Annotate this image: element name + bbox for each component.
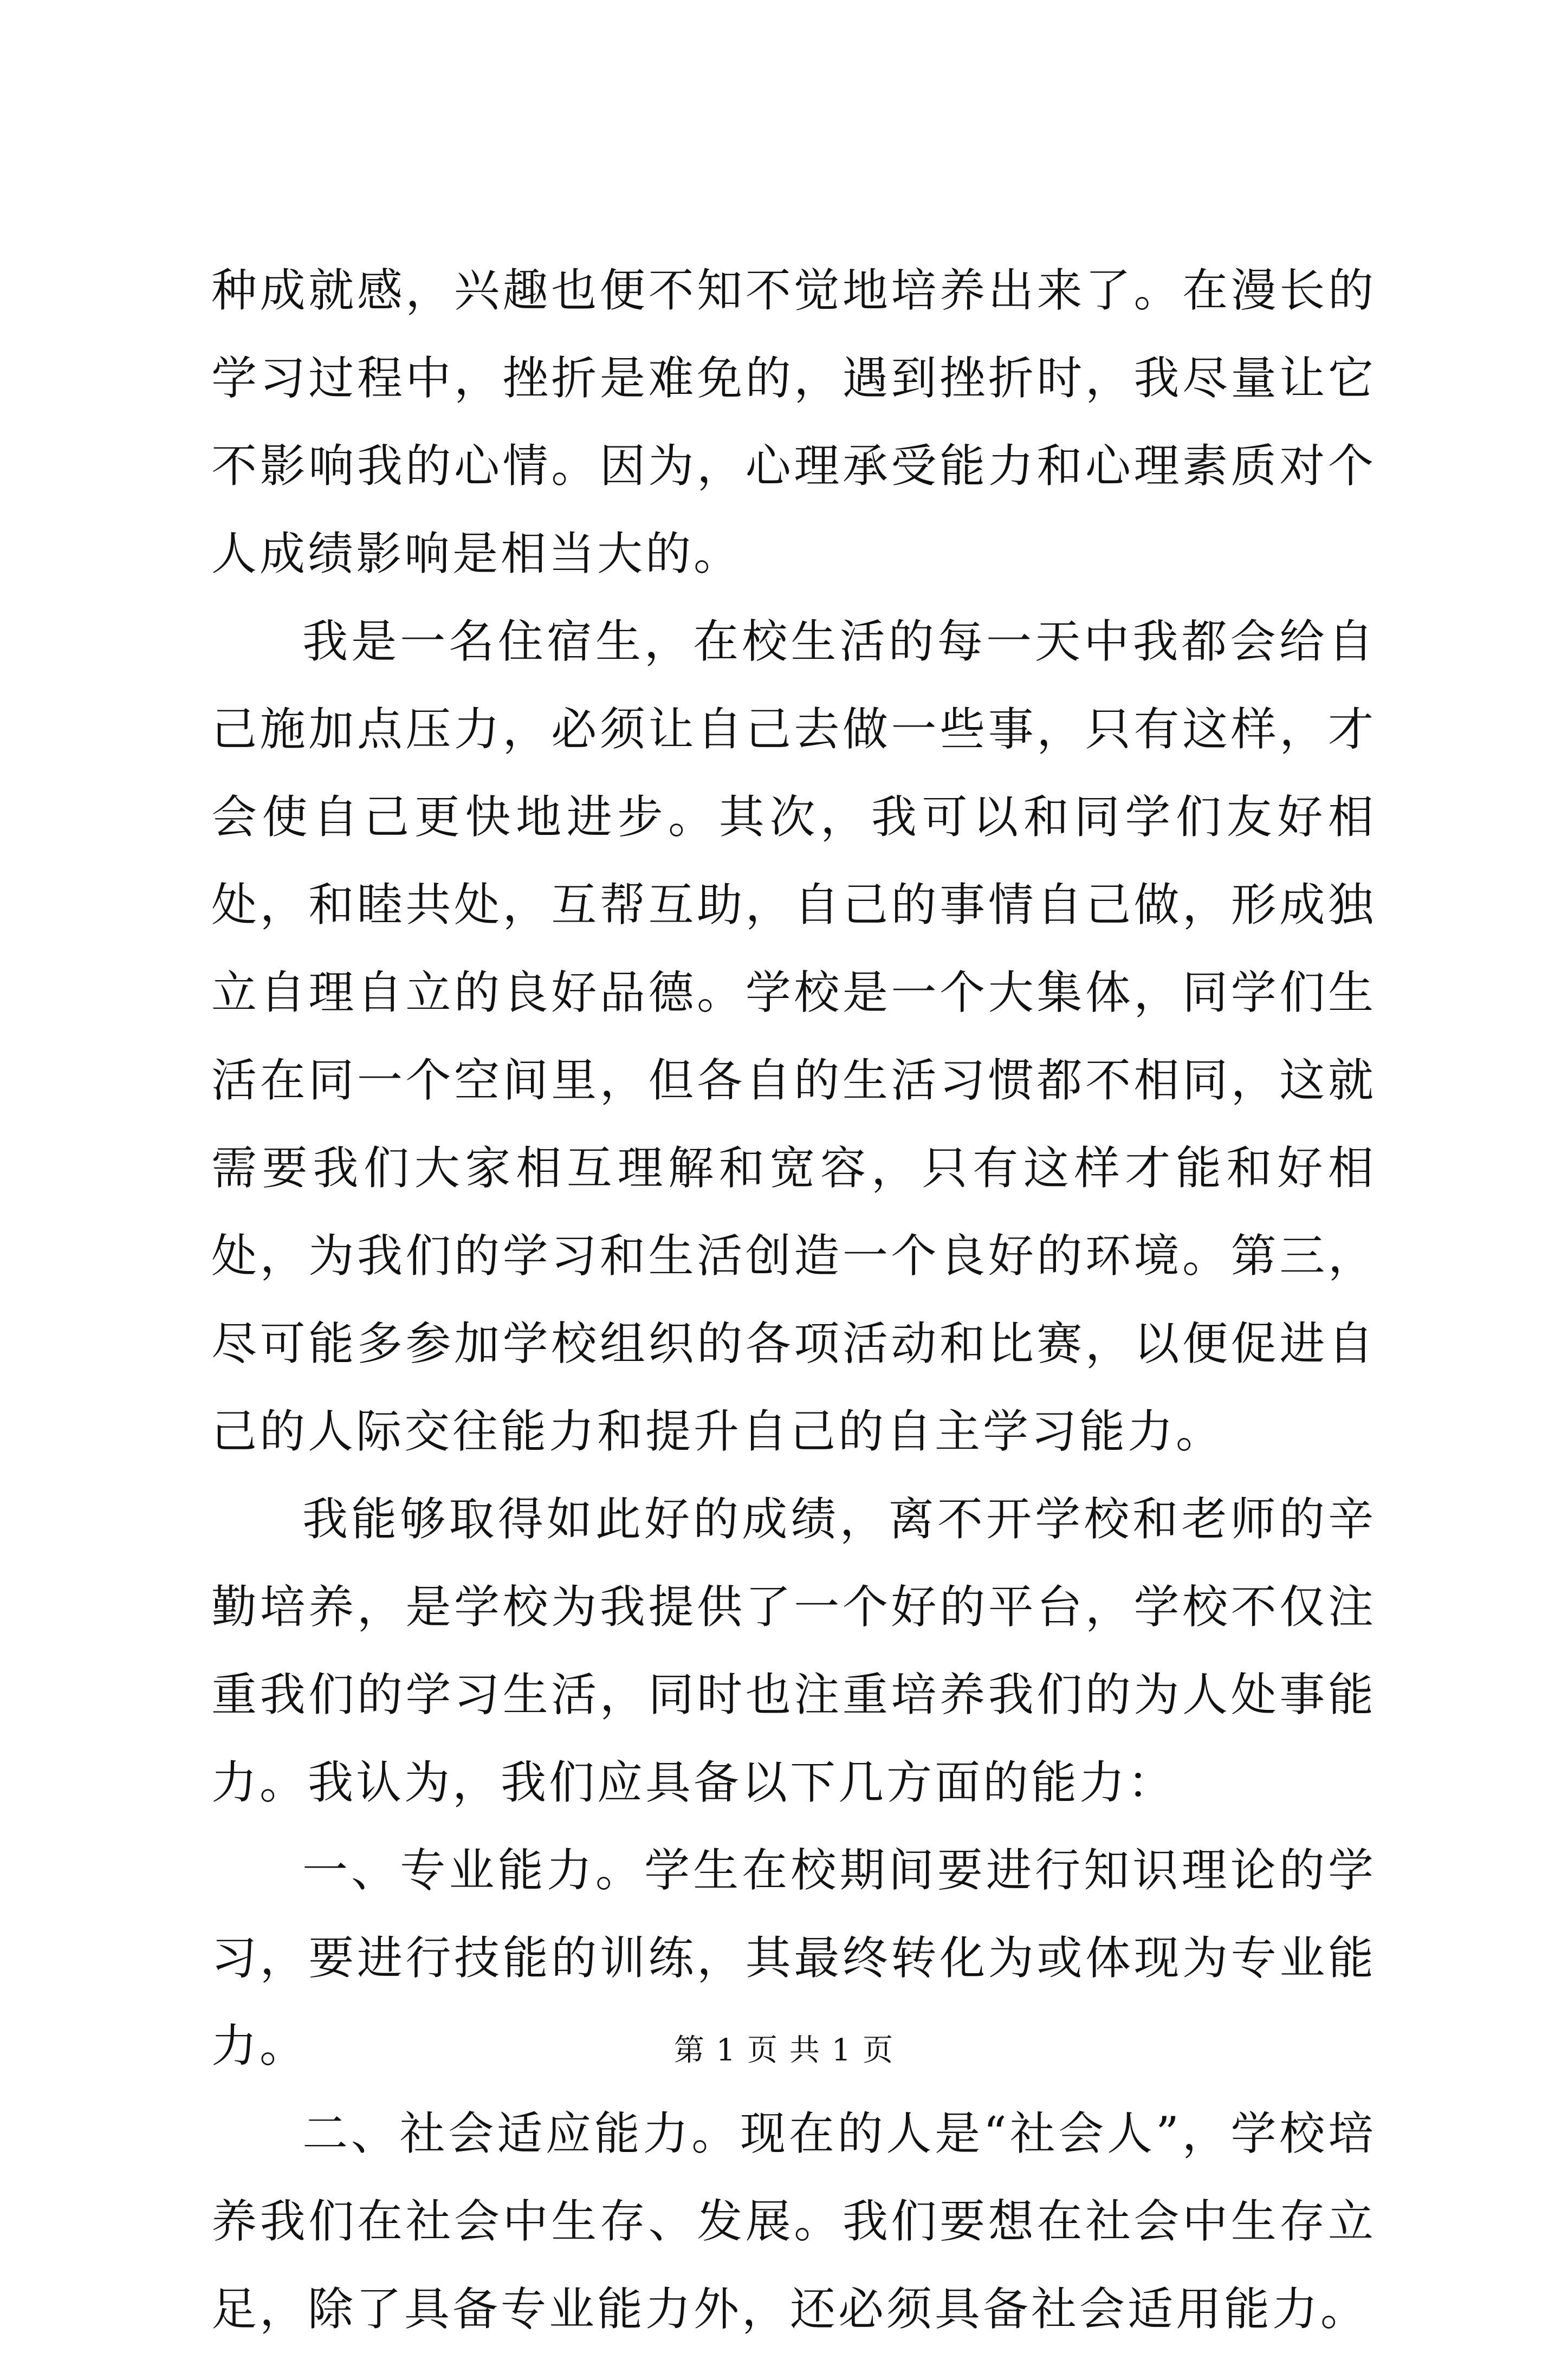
paragraph-1: 种成就感，兴趣也便不知不觉地培养出来了。在漫长的学习过程中，挫折是难免的，遇到挫折时，我尽量让它不影响我的心情。因为，心理承受能力和心理素质对个人成绩影响是相当大的。	[211, 264, 1376, 580]
paragraph-4: 一、专业能力。学生在校期间要进行知识理论的学习，要进行技能的训练，其最终转化为或体现为专业能力。	[211, 1844, 1376, 2072]
paragraph-3: 我能够取得如此好的成绩，离不开学校和老师的辛勤培养，是学校为我提供了一个好的平台，学校不仅注重我们的学习生活，同时也注重培养我们的为人处事能力。我认为，我们应具备以下几方面的能力：	[211, 1493, 1376, 1809]
paragraph-5: 二、社会适应能力。现在的人是“社会人”，学校培养我们在社会中生存、发展。我们要想在社会中生存立足，除了具备专业能力外，还必须具备社会适用能力。	[211, 2107, 1376, 2336]
paragraph-2: 我是一名住宿生，在校生活的每一天中我都会给自己施加点压力，必须让自己去做一些事，只有这样，才会使自己更快地进步。其次，我可以和同学们友好相处，和睦共处，互帮互助，自己的事情自己做，形成独立自理自立的良好品德。学校是一个大集体，同学们生活在同一个空间里，但各自的生活习惯都不相同，这就需要我们大家相互理解和宽容，只有这样才能和好相处，为我们的学习和生活创造一个良好的环境。第三，尽可能多参加学校组织的各项活动和比赛，以便促进自己的人际交往能力和提升自己的自主学习能力。	[211, 615, 1376, 1458]
page-footer: 第 1 页 共 1 页	[673, 2033, 895, 2068]
